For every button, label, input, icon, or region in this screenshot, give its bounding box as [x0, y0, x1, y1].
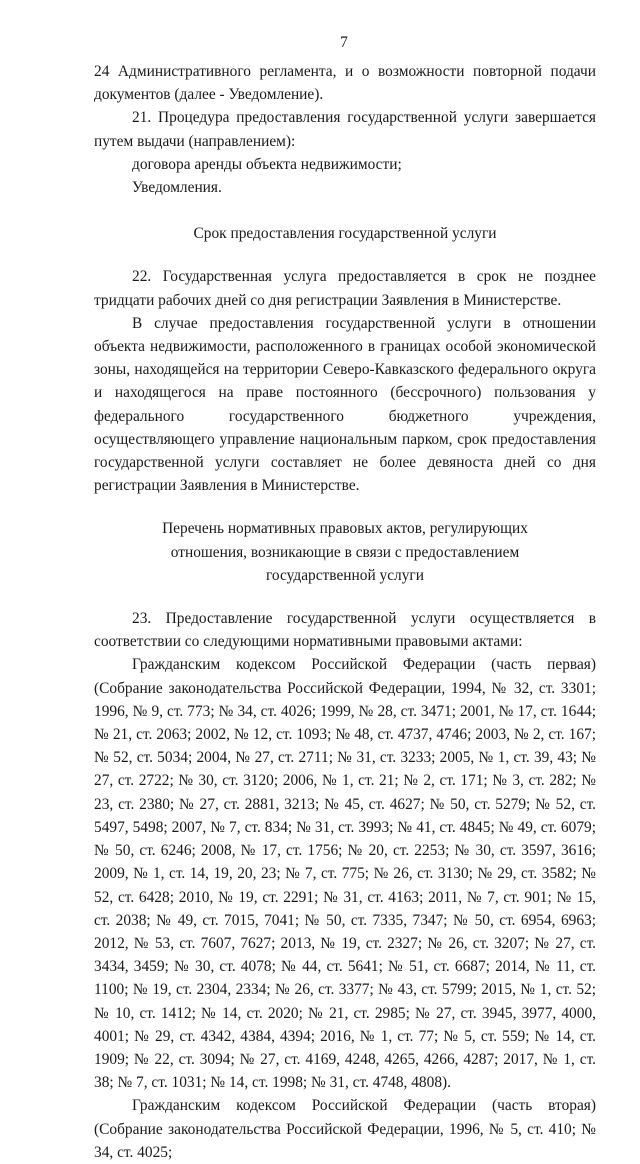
heading-line: Перечень нормативных правовых актов, регулирующих [162, 520, 528, 538]
paragraph-continuation: 24 Административного регламента, и о возможности повторной подачи документов (далее - Уведомление). [94, 63, 596, 104]
document-body [94, 60, 596, 1164]
paragraph-23: 23. Предоставление государственной услуги осуществляется в соответствии со следующими нормативными правовыми актами: [94, 610, 596, 651]
paragraph-22-special-case: В случае предоставления государственной услуги в отношении объекта недвижимости, расположенного в границах особой экономической зоны, находящейся на территории Северо-Кавказского федерального округа и находящегося на праве постоянного (бессрочного) пользования у федерального государственного бюджетного учреждения, осуществляющего управление национальным парком, срок предоставления государственной услуги составляет не более девяноста дней со дня регистрации Заявления в Министерстве. [94, 314, 596, 495]
list-item: Уведомления. [132, 179, 222, 197]
paragraph-civil-code-part-1: Гражданским кодексом Российской Федерации (часть первая) (Собрание законодательства Российской Федерации, 1994, № 32, ст. 3301; 1996, № 9, ст. 773; № 34, ст. 4026; 1999, № 28, ст. 3471; 2001, № 17, ст. 1644; № 21, ст. 2063; 2002, № 12, ст. 1093; № 48, ст. 4737, 4746; 2003, № 2, ст. 167; № 52, ст. 5034; 2004, № 27, ст. 2711; № 31, ст. 3233; 2005, № 1, ст. 39, 43; № 27, ст. 2722; № 30, ст. 3120; 2006, № 1, ст. 21; № 2, ст. 171; № 3, ст. 282; № 23, ст. 2380; № 27, ст. 2881, 3213; № 45, ст. 4627; № 50, ст. 5279; № 52, ст. 5497, 5498; 2007, № 7, ст. 834; № 31, ст. 3993; № 41, ст. 4845; № 49, ст. 6079; № 50, ст. 6246; 2008, № 17, ст. 1756; № 20, ст. 2253; № 30, ст. 3597, 3616; 2009, № 1, ст. 14, 19, 20, 23; № 7, ст. 775; № 26, ст. 3130; № 29, ст. 3582; № 52, ст. 6428; 2010, № 19, ст. 2291; № 31, ст. 4163; 2011, № 7, ст. 901; № 15, ст. 2038; № 49, ст. 7015, 7041; № 50, ст. 7335, 7347; № 50, ст. 6954, 6963; 2012, № 53, ст. 7607, 7627; 2013, № 19, ст. 2327; № 26, ст. 3207; № 27, ст. 3434, 3459; № 30, ст. 4078; № 44, ст. 5641; № 51, ст. 6687; 2014, № 11, ст. 1100; № 19, ст. 2304, 2334; № 26, ст. 3377; № 43, ст. 5799; 2015, № 1, ст. 52; № 10, ст. 1412; № 14, ст. 2020; № 21, ст. 2985; № 27, ст. 3945, 3977, 4000, 4001; № 29, ст. 4342, 4384, 4394; 2016, № 1, ст. 77; № 5, ст. 559; № 14, ст. 1909; № 22, ст. 3094; № 27, ст. 4169, 4248, 4265, 4266, 4287; 2017, № 1, ст. 38; № 7, ст. 1031; № 14, ст. 1998; № 31, ст. 4748, 4808). [94, 656, 596, 1092]
section-heading-term: Срок предоставления государственной услуги [193, 225, 497, 243]
heading-line: отношения, возникающие в связи с предоставлением [170, 543, 520, 561]
page-number: 7 [340, 34, 348, 51]
paragraph-civil-code-part-2: Гражданским кодексом Российской Федерации (часть вторая) (Собрание законодательства Российской Федерации, 1996, № 5, ст. 410; № 34, ст. 4025; [94, 1097, 596, 1161]
paragraph-22: 22. Государственная услуга предоставляется в срок не позднее тридцати рабочих дней со дня регистрации Заявления в Министерстве. [94, 268, 596, 309]
section-heading-legal-acts [94, 517, 596, 587]
paragraph-21: 21. Процедура предоставления государственной услуги завершается путем выдачи (направлением): [94, 109, 596, 150]
list-item: договора аренды объекта недвижимости; [132, 155, 402, 173]
heading-line: государственной услуги [266, 566, 424, 584]
